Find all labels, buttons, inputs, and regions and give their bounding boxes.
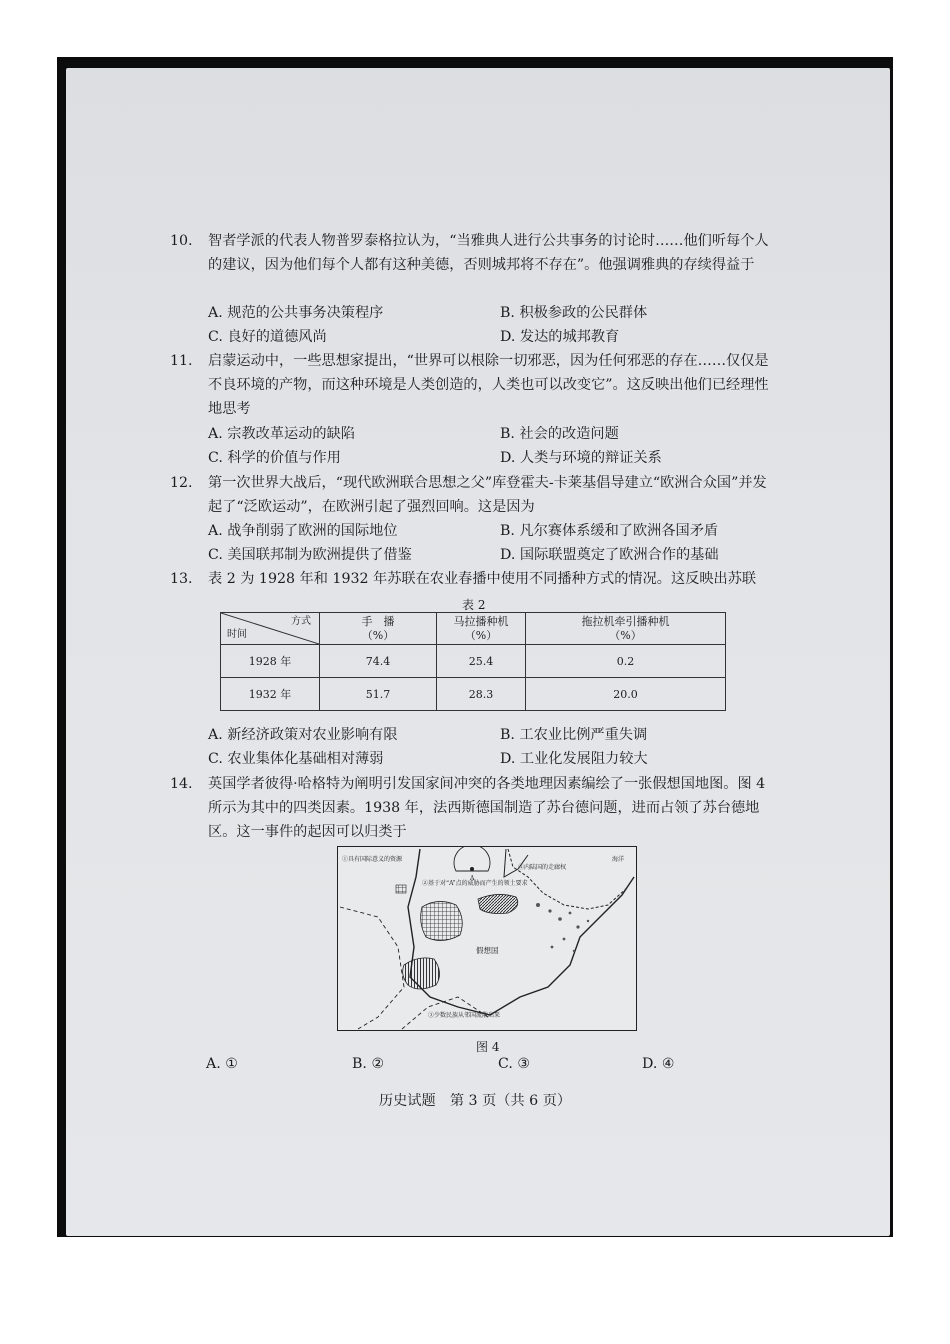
claimed-area [478, 894, 518, 913]
table-cell: 28.3 [437, 678, 526, 711]
map-label-country: 假想国 [476, 946, 499, 955]
page-footer: 历史试题 第 3 页（共 6 页） [378, 1093, 572, 1109]
question-number: 13. [170, 571, 193, 587]
option-b: B. 社会的改造问题 [500, 426, 619, 442]
table-cell: 74.4 [320, 645, 437, 678]
corner-label-method: 方式 [291, 616, 311, 627]
column-header-horse: 马拉播种机 （%） [437, 613, 526, 645]
option-d: D. 发达的城邦教育 [500, 329, 620, 345]
question-stem: 英国学者彼得·哈格特为阐明引发国家间冲突的各类地理因素编绘了一张假想国地图。图 4 所示为其中的四类因素。1938 年，法西斯德国制造了苏台德问题，进而占领了苏台德地区。这一事件的起因可以归类于 [208, 776, 766, 840]
table-cell: 51.7 [320, 678, 437, 711]
question-12 [170, 471, 780, 519]
table-row [221, 678, 726, 711]
corridor-line [504, 849, 528, 877]
option-d: D. 工业化发展阻力较大 [500, 751, 648, 767]
option-a: A. 战争削弱了欧洲的国际地位 [208, 523, 398, 539]
hypothetical-country-map [337, 846, 637, 1031]
neighbour-border [340, 907, 404, 1029]
question-10 [170, 229, 780, 277]
question-number: 11. [170, 353, 193, 369]
point-a-marker [470, 867, 474, 871]
question-stem: 表 2 为 1928 年和 1932 年苏联在农业春播中使用不同播种方式的情况。这反映出苏联 [208, 571, 757, 587]
column-header-tractor: 拖拉机牵引播种机 （%） [526, 613, 726, 645]
data-table [220, 612, 726, 711]
option-d: D. ④ [642, 1056, 675, 1072]
resource-marker [396, 885, 406, 893]
question-11 [170, 349, 780, 421]
question-14 [170, 772, 780, 844]
question-stem: 启蒙运动中，一些思想家提出，“世界可以根除一切邪恶，因为任何邪恶的存在……仅仅是不良环境的产物，而这种环境是人类创造的，人类也可以改变它”。这反映出他们已经理性地思考 [208, 353, 769, 417]
table-row [221, 645, 726, 678]
option-c: C. 农业集体化基础相对薄弱 [208, 751, 384, 767]
table-caption: 表 2 [462, 598, 486, 612]
column-header-hand: 手 播 （%） [320, 613, 437, 645]
table-cell: 20.0 [526, 678, 726, 711]
map-label-resource: ①具有国际意义的资源 [342, 856, 403, 863]
minority-area [403, 958, 440, 989]
option-a: A. 宗教改革运动的缺陷 [208, 426, 355, 442]
map-label-point-a: A [470, 875, 475, 882]
question-number: 14. [170, 776, 193, 792]
question-stem: 第一次世界大战后，“现代欧洲联合思想之父”库登霍夫-卡莱基倡导建立“欧洲合众国”并发起了“泛欧运动”，在欧洲引起了强烈回响。这是因为 [208, 475, 767, 515]
question-13 [170, 567, 780, 591]
question-stem: 智者学派的代表人物普罗泰格拉认为，“当雅典人进行公共事务的讨论时……他们听每个人的建议，因为他们每个人都有这种美德，否则城邦将不存在”。他强调雅典的存续得益于 [208, 233, 769, 273]
corner-label-time: 时间 [227, 629, 247, 640]
option-d: D. 国际联盟奠定了欧洲合作的基础 [500, 547, 719, 563]
map-label-territory: ②基于对“A”点的威胁而产生的领土要求 [422, 880, 528, 887]
resource-area [421, 901, 463, 940]
question-number: 12. [170, 475, 193, 491]
table-cell: 0.2 [526, 645, 726, 678]
option-c: C. 科学的价值与作用 [208, 450, 341, 466]
option-d: D. 人类与环境的辩证关系 [500, 450, 662, 466]
option-b: B. 凡尔赛体系缓和了欧洲各国矛盾 [500, 523, 719, 539]
figure-caption: 图 4 [476, 1040, 500, 1054]
row-year: 1928 年 [221, 645, 320, 678]
option-b: B. 积极参政的公民群体 [500, 305, 648, 321]
map-label-corridor: ④内陆国的走廊权 [518, 864, 567, 871]
option-c: C. ③ [498, 1056, 531, 1072]
table-header-row [221, 613, 726, 645]
table-cell: 25.4 [437, 645, 526, 678]
option-a: A. 规范的公共事务决策程序 [208, 305, 384, 321]
map-label-minority: ③少数民族从邻国流散出来 [428, 1012, 501, 1019]
option-c: C. 良好的道德风尚 [208, 329, 327, 345]
map-drawing [338, 847, 636, 1030]
map-label-sea: 海洋 [612, 856, 625, 863]
question-number: 10. [170, 233, 193, 249]
option-c: C. 美国联邦制为欧洲提供了借鉴 [208, 547, 412, 563]
option-a: A. ① [206, 1056, 238, 1072]
islands [536, 903, 589, 952]
corner-header-cell [221, 613, 320, 645]
option-a: A. 新经济政策对农业影响有限 [208, 727, 398, 743]
option-b: B. ② [352, 1056, 385, 1072]
row-year: 1932 年 [221, 678, 320, 711]
option-b: B. 工农业比例严重失调 [500, 727, 648, 743]
